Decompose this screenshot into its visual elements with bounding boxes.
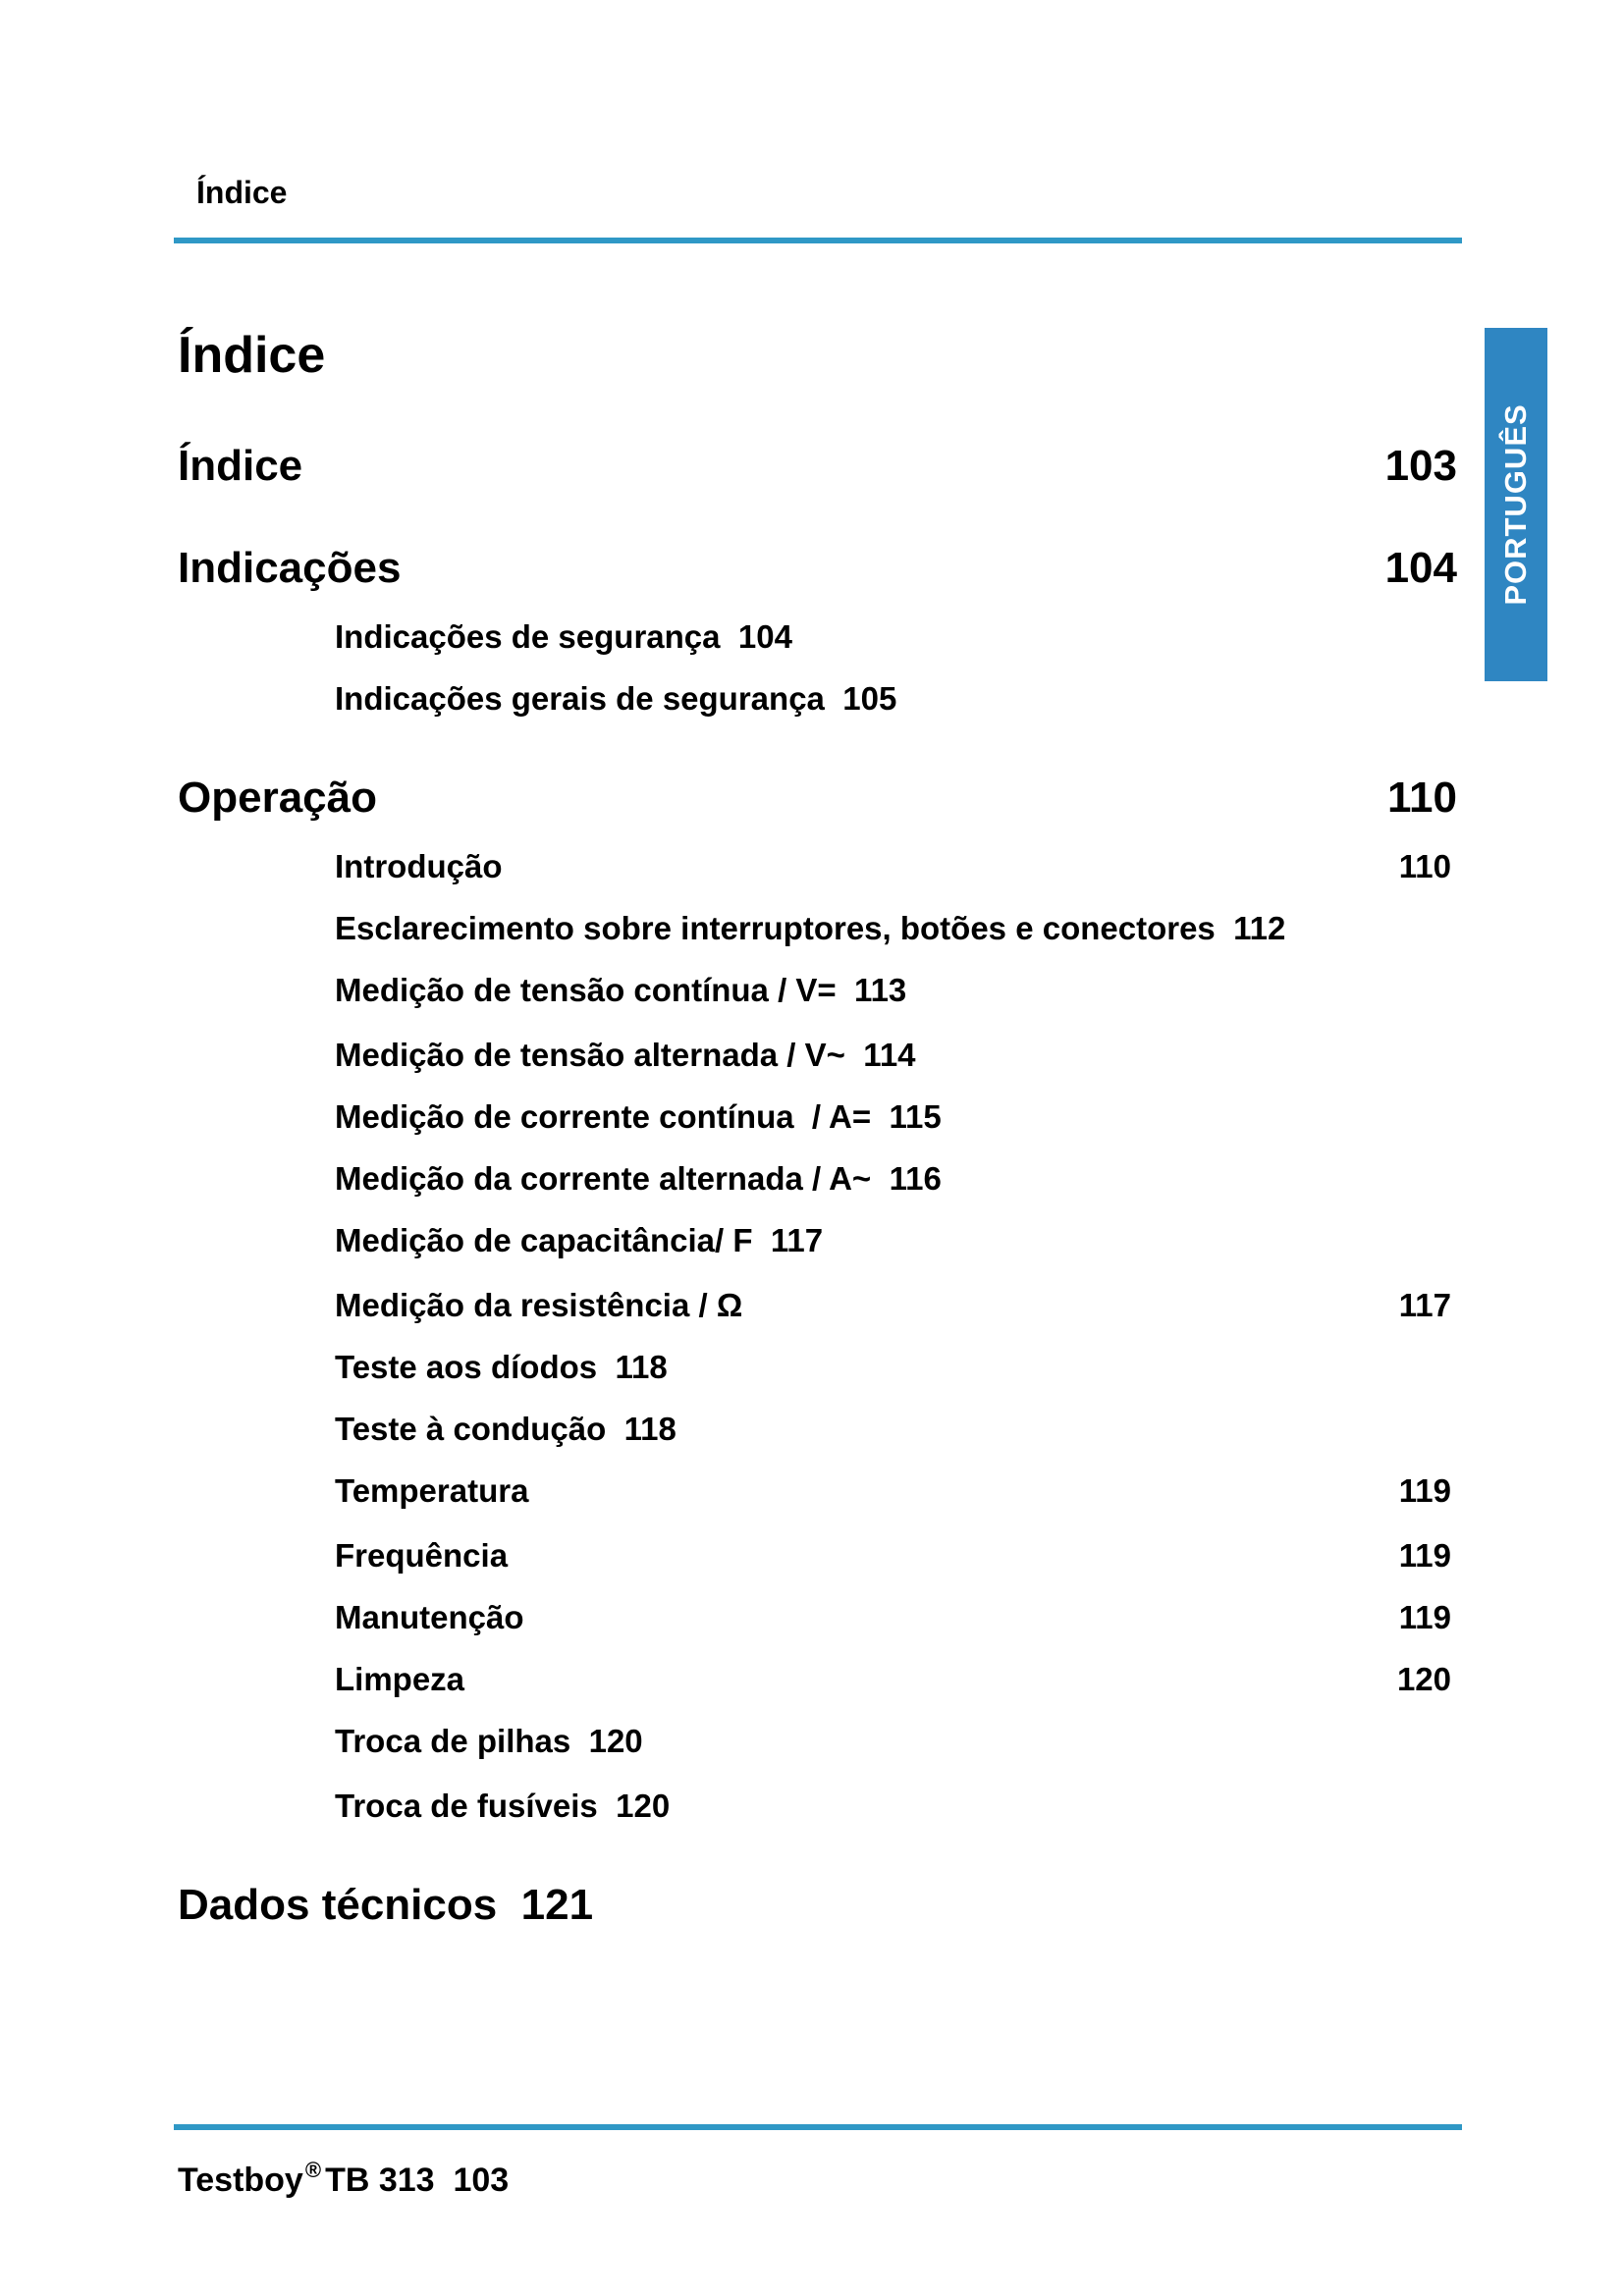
page-title: Índice [178, 327, 326, 384]
toc-entry-page: 118 [615, 1349, 668, 1385]
toc-entry-page: 113 [854, 972, 907, 1008]
toc-entry [335, 1349, 668, 1386]
toc-heading-indicacoes-page: 104 [1384, 544, 1457, 592]
toc-entry [335, 1037, 916, 1074]
toc-entry-page: 120 [616, 1788, 671, 1824]
toc-entry-label: Medição da resistência / Ω [335, 1287, 743, 1323]
toc-entry-label: Indicações gerais de segurança [335, 680, 825, 717]
toc-entry-page: 117 [1398, 1287, 1451, 1323]
toc-entry-label: Medição da corrente alternada / A~ [335, 1160, 872, 1197]
toc-entry-label: Teste aos díodos [335, 1349, 598, 1385]
language-tab-label: PORTUGUÊS [1498, 403, 1533, 606]
toc-heading-operacao: Operação [178, 774, 377, 822]
toc-entry-label: Medição de capacitância/ F [335, 1222, 753, 1258]
toc-entry-label: Medição de tensão contínua / V= [335, 972, 837, 1008]
toc-entry-page: 112 [1233, 910, 1286, 946]
toc-entry-label: Temperatura [335, 1472, 529, 1509]
language-tab [1485, 328, 1547, 681]
toc-entry [335, 1411, 677, 1448]
toc-entry-label: Frequência [335, 1537, 509, 1574]
toc-heading-operacao-page: 110 [1387, 774, 1457, 822]
footer-model: TB 313 [325, 2162, 435, 2199]
toc-entry [335, 618, 792, 656]
toc-entry-page: 104 [737, 618, 792, 655]
toc-entry [335, 1723, 643, 1760]
toc-heading-indice-page: 103 [1384, 442, 1457, 490]
toc-entry-label: Introdução [335, 848, 503, 884]
footer [178, 2158, 509, 2200]
footer-brand: Testboy [178, 2162, 303, 2199]
toc-entry [335, 680, 896, 718]
toc-entry-label: Troca de fusíveis [335, 1788, 598, 1824]
toc-entry-label: Esclarecimento sobre interruptores, botões e conectores [335, 910, 1216, 946]
toc-entry-page: 117 [770, 1222, 824, 1258]
toc-heading-dados-label: Dados técnicos [178, 1881, 498, 1929]
toc-entry [335, 1098, 942, 1136]
footer-rule [174, 2124, 1462, 2130]
toc-entry-label: Teste à condução [335, 1411, 607, 1447]
footer-page-number: 103 [453, 2162, 510, 2199]
registered-mark: ® [304, 2158, 322, 2182]
toc-entry-label: Troca de pilhas [335, 1723, 571, 1759]
toc-entry-page: 119 [1398, 1599, 1451, 1635]
toc-entry-page: 110 [1398, 848, 1451, 884]
toc-entry [335, 972, 906, 1009]
toc-entry-page: 105 [842, 680, 897, 717]
toc-entry-page: 120 [1396, 1661, 1451, 1697]
toc-entry-page: 118 [623, 1411, 677, 1447]
toc-heading-indice: Índice [178, 442, 303, 490]
toc-entry-page: 116 [889, 1160, 942, 1197]
toc-entry-label: Medição de corrente contínua / A= [335, 1098, 872, 1135]
toc-entry [335, 910, 1285, 947]
header-rule [174, 238, 1462, 243]
toc-entry-label: Limpeza [335, 1661, 465, 1697]
toc-entry-label: Indicações de segurança [335, 618, 721, 655]
toc-entry [335, 1788, 670, 1825]
toc-entry-page: 115 [889, 1098, 942, 1135]
running-header: Índice [196, 175, 288, 210]
toc-entry-page: 119 [1398, 1472, 1451, 1509]
toc-heading-dados-page: 121 [520, 1881, 594, 1929]
toc-entry [335, 1160, 942, 1198]
toc-heading-dados [178, 1881, 593, 1930]
toc-entry-page: 119 [1398, 1537, 1451, 1574]
toc-entry-label: Medição de tensão alternada / V~ [335, 1037, 845, 1073]
toc-entry-label: Manutenção [335, 1599, 524, 1635]
toc-heading-indicacoes: Indicações [178, 544, 402, 592]
toc-entry-page: 114 [863, 1037, 916, 1073]
toc-entry [335, 1222, 823, 1259]
toc-entry-page: 120 [588, 1723, 643, 1759]
